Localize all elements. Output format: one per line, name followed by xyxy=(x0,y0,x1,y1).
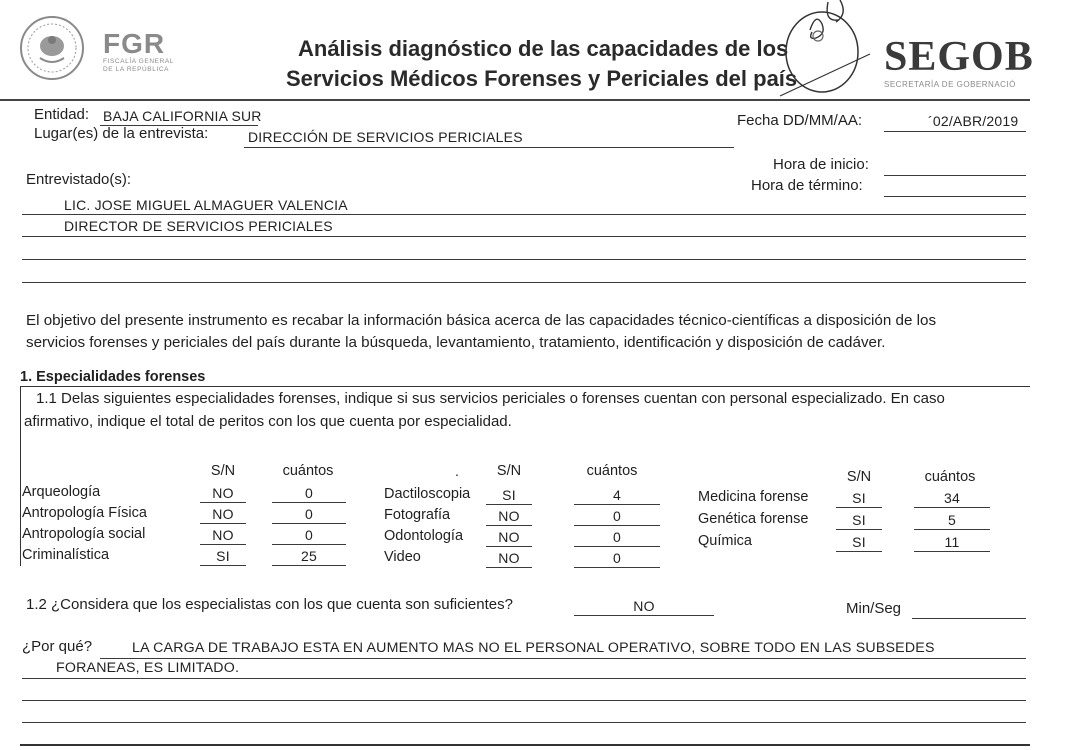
minseg-underline xyxy=(912,618,1026,619)
fgr-logo xyxy=(103,30,174,74)
specialty-count: 0 xyxy=(613,550,621,566)
col-cuantos-header-3: cuántos xyxy=(924,469,976,485)
lugar-underline xyxy=(244,147,734,148)
entidad-label: Entidad: xyxy=(34,106,90,123)
specialty-name: Fotografía xyxy=(384,507,451,523)
segob-logo-text: SEGOB xyxy=(884,34,1034,80)
specialty-name: Medicina forense xyxy=(698,489,809,505)
col-sn-header-1: S/N xyxy=(210,463,236,479)
specialty-sn-underline xyxy=(200,565,246,566)
col-cuantos-header-1: cuántos xyxy=(282,463,334,479)
bottom-rule xyxy=(20,744,1030,746)
specialty-name: Criminalística xyxy=(22,547,110,563)
specialty-sn-underline xyxy=(836,529,882,530)
specialty-sn-underline xyxy=(486,525,532,526)
porque-label: ¿Por qué? xyxy=(22,638,93,655)
entidad-value: BAJA CALIFORNIA SUR xyxy=(103,108,262,124)
specialty-count: 0 xyxy=(305,527,313,543)
specialty-sn: NO xyxy=(212,485,234,501)
mexican-eagle-seal-icon xyxy=(18,14,86,82)
fgr-logo-text: FGR xyxy=(103,28,166,59)
specialty-name: Antropología social xyxy=(22,526,146,542)
hora-inicio-label: Hora de inicio: xyxy=(773,156,869,173)
specialty-count-underline xyxy=(574,546,660,547)
segob-logo xyxy=(884,36,1034,89)
handwritten-signature-icon xyxy=(770,0,880,100)
specialty-sn-underline xyxy=(836,507,882,508)
section1-rule xyxy=(20,386,1030,387)
specialty-name: Odontología xyxy=(384,528,464,544)
specialty-count: 11 xyxy=(944,534,960,550)
entrevistado-label: Entrevistado(s): xyxy=(26,171,132,188)
specialty-count-underline xyxy=(574,567,660,568)
entrevistado-2: DIRECTOR DE SERVICIOS PERICIALES xyxy=(64,218,333,234)
specialty-count: 34 xyxy=(944,490,960,506)
hora-termino-underline xyxy=(884,196,1026,197)
porque-line2: FORANEAS, ES LIMITADO. xyxy=(56,660,240,676)
specialty-name: Video xyxy=(384,549,421,565)
specialty-name: Química xyxy=(698,533,752,549)
specialty-sn-underline xyxy=(200,523,246,524)
specialty-name: Arqueología xyxy=(22,484,101,500)
specialty-count: 0 xyxy=(613,508,621,524)
entrevistado-line-2 xyxy=(22,236,1026,237)
section1-heading: 1. Especialidades forenses xyxy=(20,369,206,385)
specialty-name: Antropología Física xyxy=(22,505,147,521)
col-cuantos-header-2: cuántos xyxy=(586,463,638,479)
col-sn-header-3: S/N xyxy=(846,469,872,485)
specialty-sn: SI xyxy=(852,490,866,506)
minseg-label: Min/Seg xyxy=(846,600,902,617)
q11-line1: 1.1 Delas siguientes especialidades forenses, indique si sus servicios periciales o forenses cuentan con personal especializado. En caso xyxy=(36,390,945,407)
porque-line1: LA CARGA DE TRABAJO ESTA EN AUMENTO MAS NO EL PERSONAL OPERATIVO, SOBRE TODO EN LAS SUBSEDES xyxy=(132,640,935,656)
specialty-sn-underline xyxy=(486,567,532,568)
col-sn-header-2: S/N xyxy=(496,463,522,479)
specialty-sn-underline xyxy=(486,504,532,505)
header xyxy=(0,0,1074,100)
specialty-count-underline xyxy=(272,565,346,566)
q12-answer-underline xyxy=(574,615,714,616)
specialty-count-underline xyxy=(272,502,346,503)
specialty-sn: SI xyxy=(852,534,866,550)
porque-underline-4 xyxy=(22,722,1026,723)
specialty-sn: SI xyxy=(502,487,516,503)
fgr-subtitle-1: FISCALÍA GENERAL xyxy=(103,58,175,65)
section1-box-left xyxy=(20,386,21,566)
specialty-sn: NO xyxy=(498,508,520,524)
porque-underline-2 xyxy=(22,678,1026,679)
specialty-count-underline xyxy=(574,525,660,526)
fecha-underline xyxy=(884,131,1026,132)
title-line1: Análisis diagnóstico de las capacidades de los xyxy=(298,36,789,61)
specialty-name: Dactiloscopia xyxy=(384,486,471,502)
specialty-count: 0 xyxy=(305,485,313,501)
specialty-sn: NO xyxy=(212,506,234,522)
objective-line1: El objetivo del presente instrumento es recabar la información básica acerca de las capacidades técnico-científicas a disposición de los xyxy=(26,312,937,329)
entrevistado-line-3 xyxy=(22,259,1026,260)
specialty-count-underline xyxy=(914,507,990,508)
specialty-sn: NO xyxy=(498,529,520,545)
fecha-value: ´02/ABR/2019 xyxy=(928,113,1019,129)
q12-text: 1.2 ¿Considera que los especialistas con los que cuenta son suficientes? xyxy=(26,596,513,613)
specialty-sn: SI xyxy=(216,548,230,564)
q11-line2: afirmativo, indique el total de peritos con los que cuenta por especialidad. xyxy=(24,413,512,430)
q12-answer: NO xyxy=(633,598,655,614)
porque-underline-3 xyxy=(22,700,1026,701)
specialty-count-underline xyxy=(574,504,660,505)
hora-inicio-underline xyxy=(884,175,1026,176)
specialty-sn-underline xyxy=(836,551,882,552)
separator-dot: . xyxy=(455,463,459,479)
fgr-subtitle-2: DE LA REPÚBLICA xyxy=(103,66,170,73)
specialty-count: 25 xyxy=(301,548,317,564)
lugar-value: DIRECCIÓN DE SERVICIOS PERICIALES xyxy=(248,129,523,145)
specialty-count: 4 xyxy=(613,487,621,503)
specialty-sn: NO xyxy=(498,550,520,566)
lugar-label: Lugar(es) de la entrevista: xyxy=(34,125,209,142)
specialty-count: 0 xyxy=(305,506,313,522)
specialty-sn-underline xyxy=(486,546,532,547)
specialty-sn: SI xyxy=(852,512,866,528)
specialty-count: 5 xyxy=(948,512,956,528)
entrevistado-line-4 xyxy=(22,282,1026,283)
entrevistado-line-1 xyxy=(22,214,1026,215)
specialty-count-underline xyxy=(914,551,990,552)
specialty-sn-underline xyxy=(200,544,246,545)
specialty-sn-underline xyxy=(200,502,246,503)
specialty-count: 0 xyxy=(613,529,621,545)
specialty-count-underline xyxy=(914,529,990,530)
specialty-count-underline xyxy=(272,523,346,524)
header-rule xyxy=(0,99,1030,101)
title-line2: Servicios Médicos Forenses y Periciales del país xyxy=(286,66,798,91)
specialty-name: Genética forense xyxy=(698,511,809,527)
entrevistado-1: LIC. JOSE MIGUEL ALMAGUER VALENCIA xyxy=(64,197,348,213)
objective-line2: servicios forenses y periciales del país durante la búsqueda, levantamiento, tratamiento, identificación y disposición de cadáver. xyxy=(26,334,886,351)
segob-subtitle: SECRETARÍA DE GOBERNACIÓ xyxy=(884,80,1016,89)
fecha-label: Fecha DD/MM/AA: xyxy=(737,112,863,129)
specialty-sn: NO xyxy=(212,527,234,543)
specialty-count-underline xyxy=(272,544,346,545)
hora-termino-label: Hora de término: xyxy=(751,177,863,194)
